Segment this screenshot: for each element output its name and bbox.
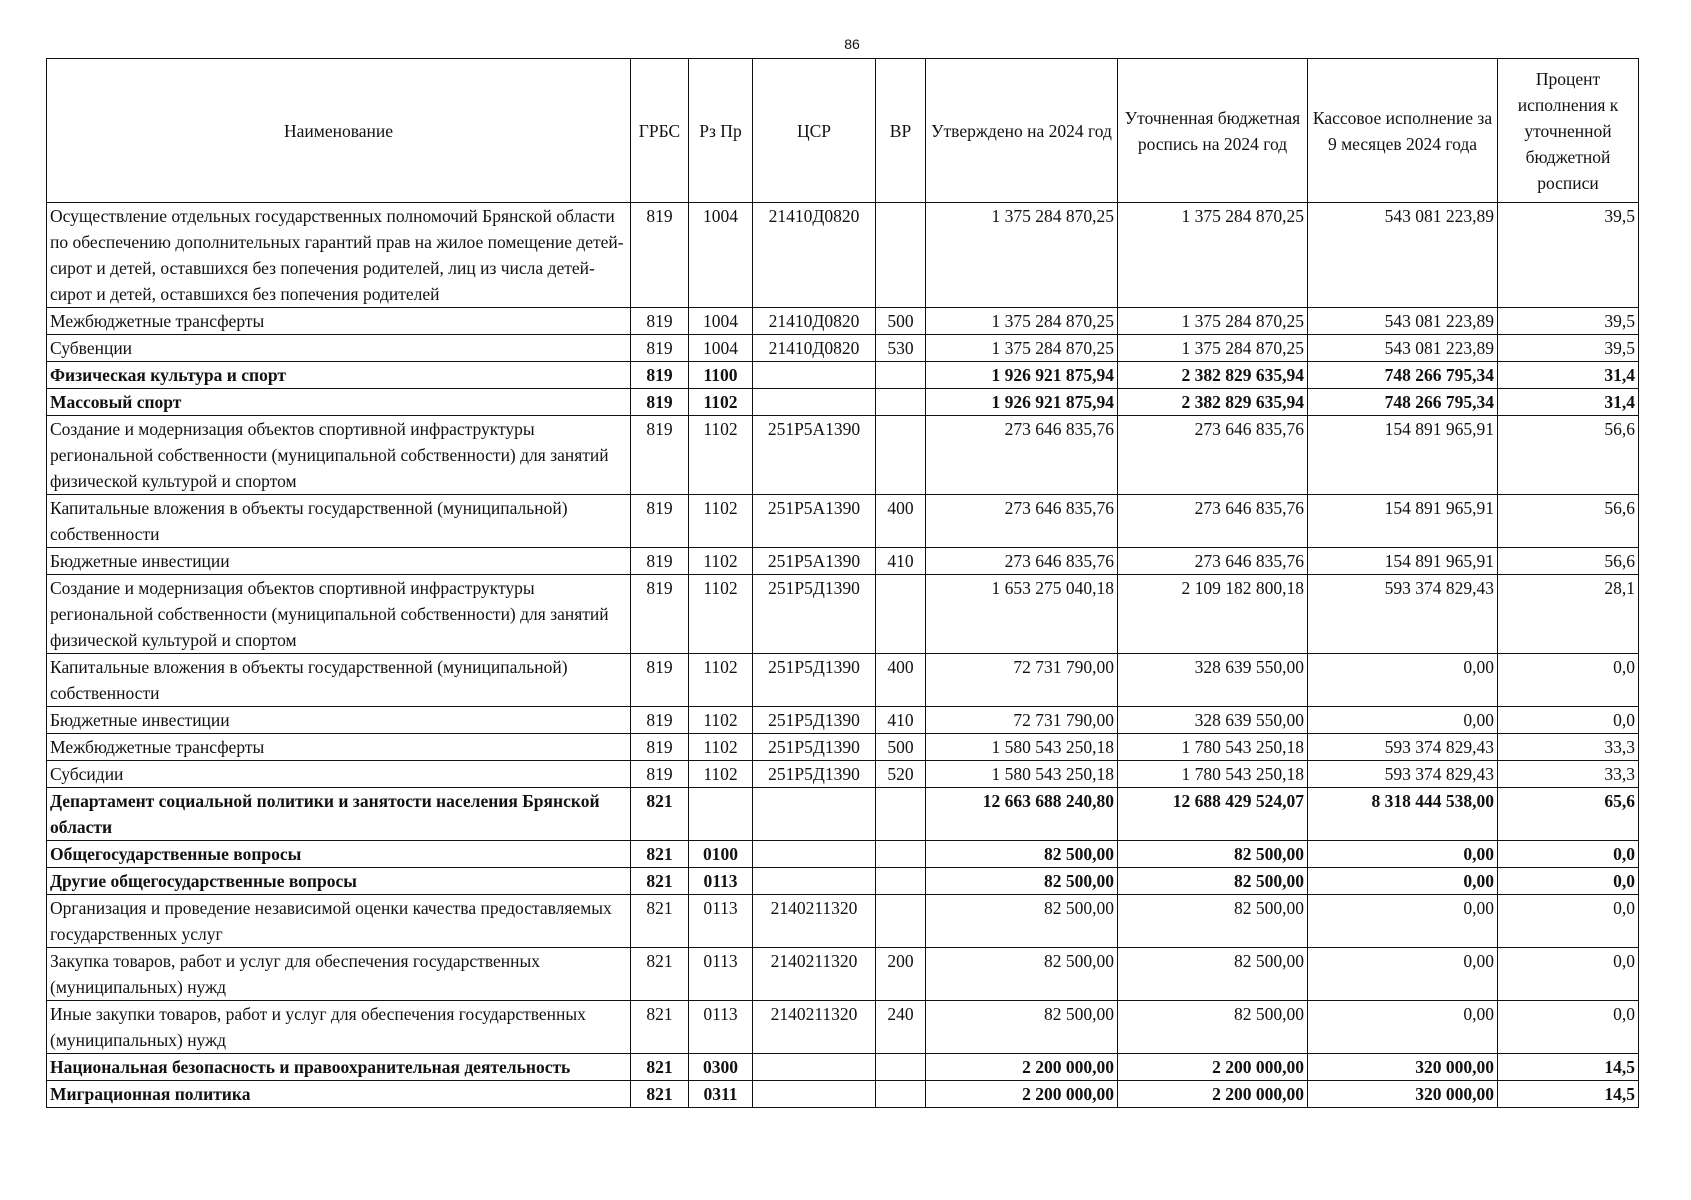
cell-grbs: 819 — [631, 203, 689, 308]
cell-refined: 2 382 829 635,94 — [1118, 389, 1308, 416]
cell-cash: 0,00 — [1308, 948, 1498, 1001]
header-vr: ВР — [876, 59, 926, 203]
cell-cash: 748 266 795,34 — [1308, 389, 1498, 416]
table-row — [47, 1054, 1639, 1081]
cell-rzpr: 1102 — [689, 495, 753, 548]
header-csr: ЦСР — [753, 59, 876, 203]
cell-refined: 2 382 829 635,94 — [1118, 362, 1308, 389]
cell-grbs: 819 — [631, 548, 689, 575]
cell-percent: 56,6 — [1498, 495, 1639, 548]
cell-refined: 82 500,00 — [1118, 948, 1308, 1001]
cell-vr — [876, 362, 926, 389]
cell-name: Осуществление отдельных государственных полномочий Брянской области по обеспечению дополнительных гарантий прав на жилое помещение детей-сирот и детей, оставшихся без попечения родителей, лиц из числа детей-сирот и детей, оставшихся без попечения родителей — [47, 203, 631, 308]
cell-rzpr: 1102 — [689, 707, 753, 734]
cell-grbs: 821 — [631, 868, 689, 895]
cell-rzpr: 1102 — [689, 389, 753, 416]
cell-rzpr: 0113 — [689, 895, 753, 948]
cell-approved: 82 500,00 — [926, 895, 1118, 948]
cell-csr: 251P5Д1390 — [753, 761, 876, 788]
cell-cash: 0,00 — [1308, 895, 1498, 948]
cell-percent: 56,6 — [1498, 416, 1639, 495]
cell-grbs: 819 — [631, 362, 689, 389]
cell-vr — [876, 203, 926, 308]
cell-csr: 251P5A1390 — [753, 548, 876, 575]
table-header-row — [47, 59, 1639, 203]
cell-grbs: 819 — [631, 495, 689, 548]
cell-grbs: 819 — [631, 734, 689, 761]
cell-percent: 0,0 — [1498, 948, 1639, 1001]
cell-approved: 82 500,00 — [926, 868, 1118, 895]
cell-vr: 500 — [876, 734, 926, 761]
cell-cash: 0,00 — [1308, 868, 1498, 895]
budget-table — [46, 58, 1639, 1108]
cell-rzpr: 1102 — [689, 654, 753, 707]
cell-percent: 28,1 — [1498, 575, 1639, 654]
cell-grbs: 819 — [631, 654, 689, 707]
table-row — [47, 734, 1639, 761]
cell-approved: 82 500,00 — [926, 948, 1118, 1001]
table-row — [47, 1001, 1639, 1054]
cell-cash: 593 374 829,43 — [1308, 734, 1498, 761]
table-row — [47, 948, 1639, 1001]
cell-name: Организация и проведение независимой оценки качества предоставляемых государственных услуг — [47, 895, 631, 948]
table-row — [47, 335, 1639, 362]
cell-vr: 500 — [876, 308, 926, 335]
cell-csr: 21410Д0820 — [753, 308, 876, 335]
table-row — [47, 895, 1639, 948]
cell-csr: 251P5Д1390 — [753, 575, 876, 654]
cell-refined: 82 500,00 — [1118, 895, 1308, 948]
cell-refined: 273 646 835,76 — [1118, 416, 1308, 495]
cell-cash: 748 266 795,34 — [1308, 362, 1498, 389]
cell-cash: 154 891 965,91 — [1308, 495, 1498, 548]
cell-approved: 1 375 284 870,25 — [926, 308, 1118, 335]
cell-approved: 273 646 835,76 — [926, 495, 1118, 548]
cell-name: Субсидии — [47, 761, 631, 788]
cell-refined: 273 646 835,76 — [1118, 548, 1308, 575]
cell-rzpr: 1102 — [689, 734, 753, 761]
cell-rzpr: 0300 — [689, 1054, 753, 1081]
cell-percent: 33,3 — [1498, 761, 1639, 788]
header-percent: Процент исполнения к уточненной бюджетной росписи — [1498, 59, 1639, 203]
cell-name: Национальная безопасность и правоохранительная деятельность — [47, 1054, 631, 1081]
cell-refined: 2 200 000,00 — [1118, 1081, 1308, 1108]
page-number: 86 — [844, 36, 860, 52]
cell-vr — [876, 841, 926, 868]
cell-rzpr: 1100 — [689, 362, 753, 389]
cell-csr: 251P5Д1390 — [753, 734, 876, 761]
cell-approved: 1 375 284 870,25 — [926, 335, 1118, 362]
cell-rzpr: 0113 — [689, 948, 753, 1001]
cell-name: Бюджетные инвестиции — [47, 548, 631, 575]
cell-name: Капитальные вложения в объекты государственной (муниципальной) собственности — [47, 495, 631, 548]
cell-csr — [753, 389, 876, 416]
cell-rzpr: 1102 — [689, 416, 753, 495]
cell-cash: 543 081 223,89 — [1308, 335, 1498, 362]
header-approved: Утверждено на 2024 год — [926, 59, 1118, 203]
cell-refined: 1 780 543 250,18 — [1118, 761, 1308, 788]
table-row — [47, 575, 1639, 654]
cell-refined: 273 646 835,76 — [1118, 495, 1308, 548]
cell-grbs: 821 — [631, 788, 689, 841]
cell-rzpr: 1102 — [689, 548, 753, 575]
cell-percent: 31,4 — [1498, 362, 1639, 389]
cell-cash: 154 891 965,91 — [1308, 548, 1498, 575]
cell-name: Бюджетные инвестиции — [47, 707, 631, 734]
cell-grbs: 819 — [631, 761, 689, 788]
cell-name: Массовый спорт — [47, 389, 631, 416]
cell-vr — [876, 1054, 926, 1081]
cell-name: Межбюджетные трансферты — [47, 308, 631, 335]
header-rzpr: Рз Пр — [689, 59, 753, 203]
cell-cash: 543 081 223,89 — [1308, 308, 1498, 335]
cell-vr: 520 — [876, 761, 926, 788]
cell-rzpr: 1004 — [689, 308, 753, 335]
cell-cash: 0,00 — [1308, 1001, 1498, 1054]
cell-csr: 251P5Д1390 — [753, 654, 876, 707]
cell-refined: 1 375 284 870,25 — [1118, 335, 1308, 362]
cell-percent: 0,0 — [1498, 841, 1639, 868]
table-row — [47, 1081, 1639, 1108]
cell-refined: 12 688 429 524,07 — [1118, 788, 1308, 841]
cell-name: Капитальные вложения в объекты государственной (муниципальной) собственности — [47, 654, 631, 707]
cell-csr — [753, 788, 876, 841]
table-row — [47, 868, 1639, 895]
cell-approved: 82 500,00 — [926, 1001, 1118, 1054]
table-row — [47, 761, 1639, 788]
table-row — [47, 707, 1639, 734]
table-row — [47, 389, 1639, 416]
table-row — [47, 654, 1639, 707]
cell-vr: 400 — [876, 654, 926, 707]
cell-rzpr: 1102 — [689, 575, 753, 654]
header-refined: Уточненная бюджетная роспись на 2024 год — [1118, 59, 1308, 203]
table-row — [47, 841, 1639, 868]
cell-name: Создание и модернизация объектов спортивной инфраструктуры региональной собственности (муниципальной собственности) для занятий физической культурой и спортом — [47, 416, 631, 495]
cell-name: Другие общегосударственные вопросы — [47, 868, 631, 895]
cell-vr — [876, 868, 926, 895]
cell-vr: 240 — [876, 1001, 926, 1054]
header-grbs: ГРБС — [631, 59, 689, 203]
cell-percent: 14,5 — [1498, 1081, 1639, 1108]
cell-cash: 543 081 223,89 — [1308, 203, 1498, 308]
cell-percent: 39,5 — [1498, 203, 1639, 308]
cell-percent: 56,6 — [1498, 548, 1639, 575]
cell-grbs: 819 — [631, 575, 689, 654]
cell-csr: 21410Д0820 — [753, 335, 876, 362]
cell-percent: 39,5 — [1498, 335, 1639, 362]
cell-percent: 33,3 — [1498, 734, 1639, 761]
cell-rzpr — [689, 788, 753, 841]
table-row — [47, 203, 1639, 308]
cell-approved: 2 200 000,00 — [926, 1081, 1118, 1108]
table-row — [47, 362, 1639, 389]
cell-csr: 251P5Д1390 — [753, 707, 876, 734]
cell-grbs: 821 — [631, 895, 689, 948]
cell-refined: 1 375 284 870,25 — [1118, 203, 1308, 308]
cell-csr: 21410Д0820 — [753, 203, 876, 308]
cell-cash: 154 891 965,91 — [1308, 416, 1498, 495]
cell-grbs: 819 — [631, 308, 689, 335]
table-row — [47, 308, 1639, 335]
cell-cash: 0,00 — [1308, 707, 1498, 734]
cell-csr — [753, 1081, 876, 1108]
cell-rzpr: 0100 — [689, 841, 753, 868]
cell-approved: 1 926 921 875,94 — [926, 389, 1118, 416]
cell-approved: 273 646 835,76 — [926, 548, 1118, 575]
cell-cash: 0,00 — [1308, 841, 1498, 868]
cell-refined: 2 200 000,00 — [1118, 1054, 1308, 1081]
cell-csr — [753, 841, 876, 868]
cell-grbs: 819 — [631, 707, 689, 734]
cell-rzpr: 0113 — [689, 868, 753, 895]
cell-grbs: 821 — [631, 841, 689, 868]
cell-vr: 400 — [876, 495, 926, 548]
cell-grbs: 819 — [631, 416, 689, 495]
cell-approved: 1 926 921 875,94 — [926, 362, 1118, 389]
cell-vr: 410 — [876, 707, 926, 734]
cell-percent: 0,0 — [1498, 895, 1639, 948]
header-name: Наименование — [47, 59, 631, 203]
cell-grbs: 819 — [631, 389, 689, 416]
cell-percent: 14,5 — [1498, 1054, 1639, 1081]
cell-name: Департамент социальной политики и занятости населения Брянской области — [47, 788, 631, 841]
cell-approved: 1 375 284 870,25 — [926, 203, 1118, 308]
cell-csr: 251P5A1390 — [753, 416, 876, 495]
table-row — [47, 548, 1639, 575]
cell-percent: 0,0 — [1498, 1001, 1639, 1054]
cell-rzpr: 1004 — [689, 203, 753, 308]
cell-percent: 0,0 — [1498, 654, 1639, 707]
cell-csr — [753, 868, 876, 895]
cell-csr: 2140211320 — [753, 1001, 876, 1054]
cell-refined: 328 639 550,00 — [1118, 654, 1308, 707]
cell-refined: 82 500,00 — [1118, 841, 1308, 868]
cell-cash: 593 374 829,43 — [1308, 761, 1498, 788]
cell-approved: 1 653 275 040,18 — [926, 575, 1118, 654]
cell-refined: 328 639 550,00 — [1118, 707, 1308, 734]
cell-percent: 0,0 — [1498, 868, 1639, 895]
cell-rzpr: 0113 — [689, 1001, 753, 1054]
cell-vr: 200 — [876, 948, 926, 1001]
cell-percent: 65,6 — [1498, 788, 1639, 841]
cell-refined: 1 375 284 870,25 — [1118, 308, 1308, 335]
cell-refined: 1 780 543 250,18 — [1118, 734, 1308, 761]
cell-cash: 593 374 829,43 — [1308, 575, 1498, 654]
cell-cash: 320 000,00 — [1308, 1081, 1498, 1108]
cell-percent: 0,0 — [1498, 707, 1639, 734]
cell-refined: 82 500,00 — [1118, 1001, 1308, 1054]
cell-name: Иные закупки товаров, работ и услуг для обеспечения государственных (муниципальных) нужд — [47, 1001, 631, 1054]
cell-vr — [876, 1081, 926, 1108]
cell-approved: 2 200 000,00 — [926, 1054, 1118, 1081]
cell-vr — [876, 389, 926, 416]
cell-rzpr: 1004 — [689, 335, 753, 362]
cell-refined: 82 500,00 — [1118, 868, 1308, 895]
cell-approved: 72 731 790,00 — [926, 707, 1118, 734]
cell-cash: 320 000,00 — [1308, 1054, 1498, 1081]
table-body — [47, 203, 1639, 1108]
table-row — [47, 788, 1639, 841]
cell-name: Миграционная политика — [47, 1081, 631, 1108]
cell-approved: 72 731 790,00 — [926, 654, 1118, 707]
cell-grbs: 821 — [631, 1054, 689, 1081]
cell-name: Закупка товаров, работ и услуг для обеспечения государственных (муниципальных) нужд — [47, 948, 631, 1001]
cell-vr — [876, 416, 926, 495]
cell-csr: 2140211320 — [753, 948, 876, 1001]
cell-rzpr: 0311 — [689, 1081, 753, 1108]
cell-cash: 8 318 444 538,00 — [1308, 788, 1498, 841]
cell-csr: 251P5A1390 — [753, 495, 876, 548]
cell-name: Субвенции — [47, 335, 631, 362]
cell-percent: 39,5 — [1498, 308, 1639, 335]
cell-approved: 1 580 543 250,18 — [926, 734, 1118, 761]
cell-vr: 530 — [876, 335, 926, 362]
cell-name: Межбюджетные трансферты — [47, 734, 631, 761]
cell-vr — [876, 575, 926, 654]
cell-vr — [876, 788, 926, 841]
cell-name: Создание и модернизация объектов спортивной инфраструктуры региональной собственности (муниципальной собственности) для занятий физической культурой и спортом — [47, 575, 631, 654]
cell-refined: 2 109 182 800,18 — [1118, 575, 1308, 654]
table-row — [47, 495, 1639, 548]
cell-csr — [753, 1054, 876, 1081]
table-row — [47, 416, 1639, 495]
cell-grbs: 819 — [631, 335, 689, 362]
cell-approved: 273 646 835,76 — [926, 416, 1118, 495]
cell-vr — [876, 895, 926, 948]
cell-approved: 82 500,00 — [926, 841, 1118, 868]
cell-approved: 1 580 543 250,18 — [926, 761, 1118, 788]
cell-approved: 12 663 688 240,80 — [926, 788, 1118, 841]
cell-name: Физическая культура и спорт — [47, 362, 631, 389]
cell-rzpr: 1102 — [689, 761, 753, 788]
cell-grbs: 821 — [631, 1081, 689, 1108]
cell-cash: 0,00 — [1308, 654, 1498, 707]
cell-csr: 2140211320 — [753, 895, 876, 948]
cell-percent: 31,4 — [1498, 389, 1639, 416]
cell-grbs: 821 — [631, 1001, 689, 1054]
cell-csr — [753, 362, 876, 389]
cell-vr: 410 — [876, 548, 926, 575]
cell-name: Общегосударственные вопросы — [47, 841, 631, 868]
cell-grbs: 821 — [631, 948, 689, 1001]
header-cash: Кассовое исполнение за 9 месяцев 2024 года — [1308, 59, 1498, 203]
